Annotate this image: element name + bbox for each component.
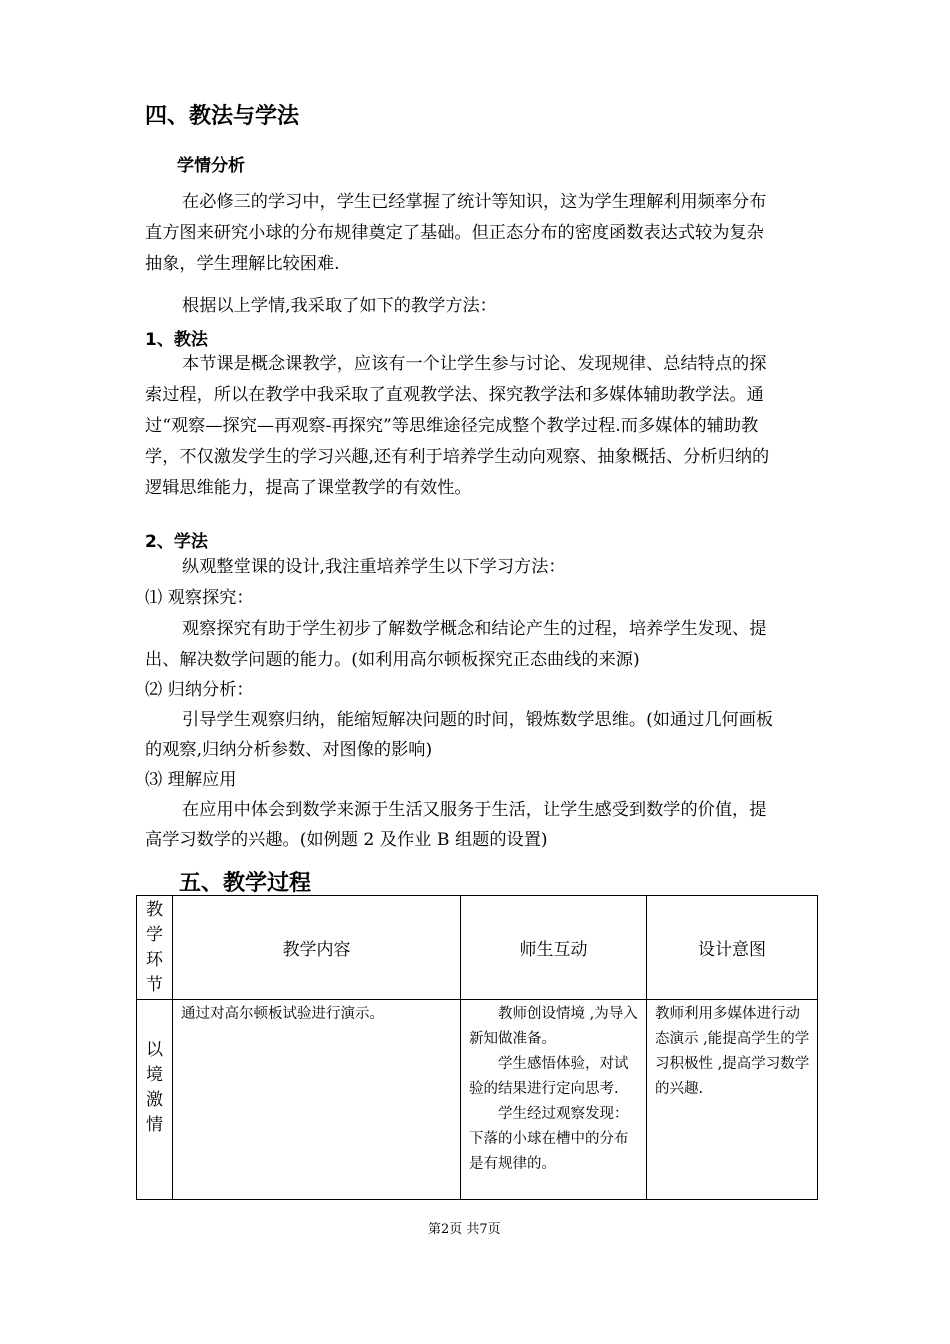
teaching-line-4: 学，不仅激发学生的学习兴趣,还有利于培养学生动向观察、抽象概括、分析归纳的	[145, 447, 770, 467]
analysis-line-2: 直方图来研究小球的分布规律奠定了基础。但正态分布的密度函数表达式较为复杂	[145, 223, 764, 243]
row1-content: 通过对高尔顿板试验进行演示。	[173, 1000, 461, 1200]
row1-intent: 教师利用多媒体进行动态演示 ,能提高学生的学习积极性 ,提高学习数学的兴趣.	[647, 1000, 818, 1200]
header-content: 教学内容	[173, 896, 461, 1000]
item1-line-2: 出、解决数学问题的能力。(如利用高尔顿板探究正态曲线的来源)	[145, 650, 640, 670]
item2-line-2: 的观察,归纳分析参数、对图像的影响)	[145, 740, 433, 760]
section4-title: 四、教法与学法	[145, 104, 300, 129]
learning-heading: 2、学法	[145, 532, 208, 552]
item2-line-1: 引导学生观察归纳，能缩短解决问题的时间，锻炼数学思维。(如通过几何画板	[182, 710, 774, 730]
header-intent: 设计意图	[647, 896, 818, 1000]
table-row	[137, 1000, 818, 1200]
row1-stage: 以 境 激 情	[137, 1000, 173, 1200]
section5-title: 五、教学过程	[179, 871, 312, 896]
row1-interaction: 教师创设情境 ,为导入新知做准备。 学生感悟体验，对试验的结果进行定向思考. 学生经过观察发现：下落的小球在槽中的分布是有规律的。	[461, 1000, 647, 1200]
teaching-line-2: 索过程，所以在教学中我采取了直观教学法、探究教学法和多媒体辅助教学法。通	[145, 385, 764, 405]
item2-title: ⑵ 归纳分析：	[145, 680, 254, 700]
header-interaction: 师生互动	[461, 896, 647, 1000]
analysis-line-3: 抽象，学生理解比较困难.	[145, 254, 340, 274]
teaching-line-1: 本节课是概念课教学，应该有一个让学生参与讨论、发现规律、总结特点的探	[182, 354, 767, 374]
teaching-heading: 1、教法	[145, 330, 208, 350]
header-stage: 教 学 环 节	[137, 896, 173, 1000]
table-header-row	[137, 896, 818, 1000]
item1-title: ⑴ 观察探究：	[145, 588, 254, 608]
page-footer: 第2页 共7页	[428, 1222, 501, 1237]
item3-line-2: 高学习数学的兴趣。(如例题 2 及作业 B 组题的设置)	[145, 830, 548, 850]
teaching-line-3: 过“观察—探究—再观察-再探究”等思维途径完成整个教学过程.而多媒体的辅助教	[145, 416, 759, 436]
analysis-heading: 学情分析	[177, 156, 245, 176]
item3-title: ⑶ 理解应用	[145, 770, 237, 790]
teaching-process-table	[136, 895, 818, 1200]
analysis-line-1: 在必修三的学习中，学生已经掌握了统计等知识，这为学生理解利用频率分布	[182, 192, 767, 212]
item3-line-1: 在应用中体会到数学来源于生活又服务于生活，让学生感受到数学的价值，提	[182, 800, 767, 820]
teaching-line-5: 逻辑思维能力，提高了课堂教学的有效性。	[145, 478, 472, 498]
item1-line-1: 观察探究有助于学生初步了解数学概念和结论产生的过程，培养学生发现、提	[182, 619, 767, 639]
learning-intro: 纵观整堂课的设计,我注重培养学生以下学习方法：	[182, 557, 566, 577]
method-intro: 根据以上学情,我采取了如下的教学方法：	[182, 296, 497, 316]
